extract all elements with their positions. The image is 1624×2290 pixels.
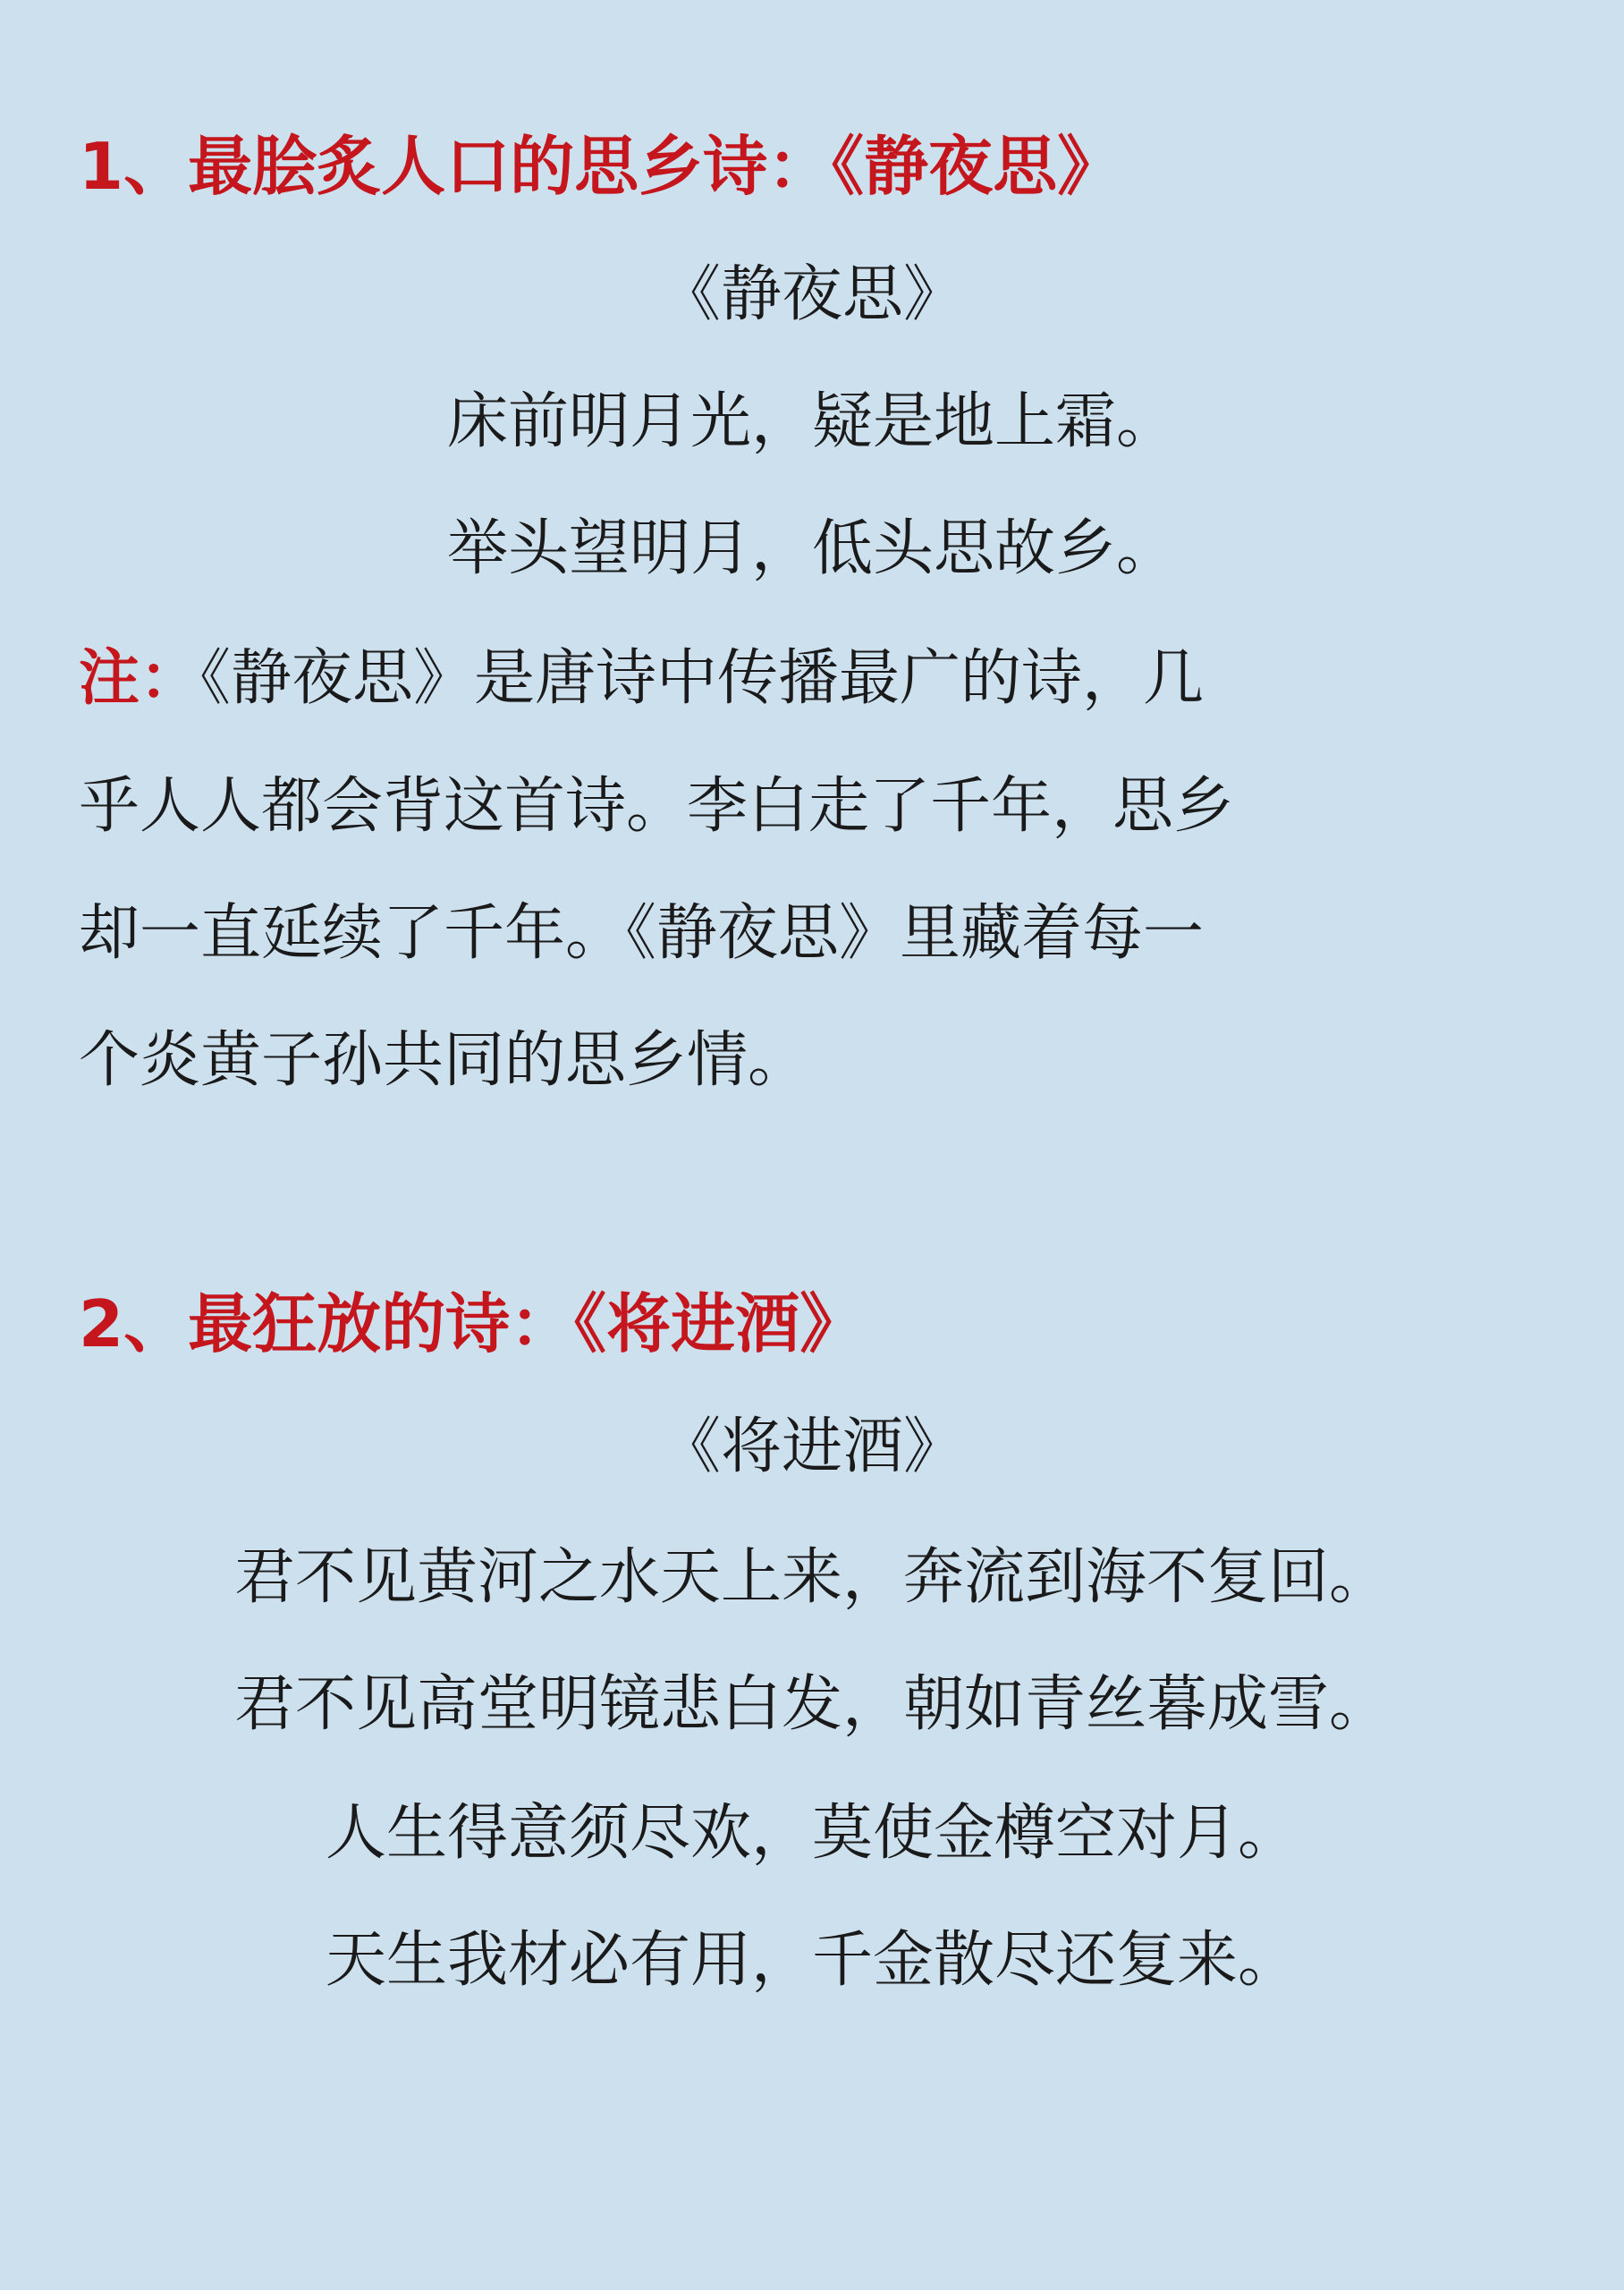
note-text-1: 《静夜思》是唐诗中传播最广的诗，几 <box>200 643 1205 714</box>
section2-poem-line-1: 君不见黄河之水天上来，奔流到海不复回。 <box>233 1542 1390 1613</box>
section2-poem-line-2: 君不见高堂明镜悲白发，朝如青丝暮成雪。 <box>233 1669 1390 1740</box>
section1-poem-line-1: 床前明月光，疑是地上霜。 <box>446 386 1177 457</box>
note-label: 注： <box>79 643 201 714</box>
section1-poem-line-2: 举头望明月，低头思故乡。 <box>446 513 1177 584</box>
section1-note-line-1 <box>79 643 1205 714</box>
section1-note-line-2: 乎人人都会背这首诗。李白走了千年，思乡 <box>79 771 1235 842</box>
section1-note-line-3: 却一直延续了千年。《静夜思》里藏着每一 <box>79 898 1205 969</box>
section2-heading: 2、最狂放的诗：《将进酒》 <box>79 1286 865 1361</box>
section2-poem-line-4: 天生我材必有用，千金散尽还复来。 <box>325 1925 1298 1996</box>
section2-poem-line-3: 人生得意须尽欢，莫使金樽空对月。 <box>325 1798 1298 1869</box>
section1-poem-title: 《静夜思》 <box>659 259 964 330</box>
section1-note-line-4: 个炎黄子孙共同的思乡情。 <box>79 1025 809 1096</box>
section1-heading: 1、最脍炙人口的思乡诗：《静夜思》 <box>79 129 1122 204</box>
section2-poem-title: 《将进酒》 <box>659 1412 964 1482</box>
